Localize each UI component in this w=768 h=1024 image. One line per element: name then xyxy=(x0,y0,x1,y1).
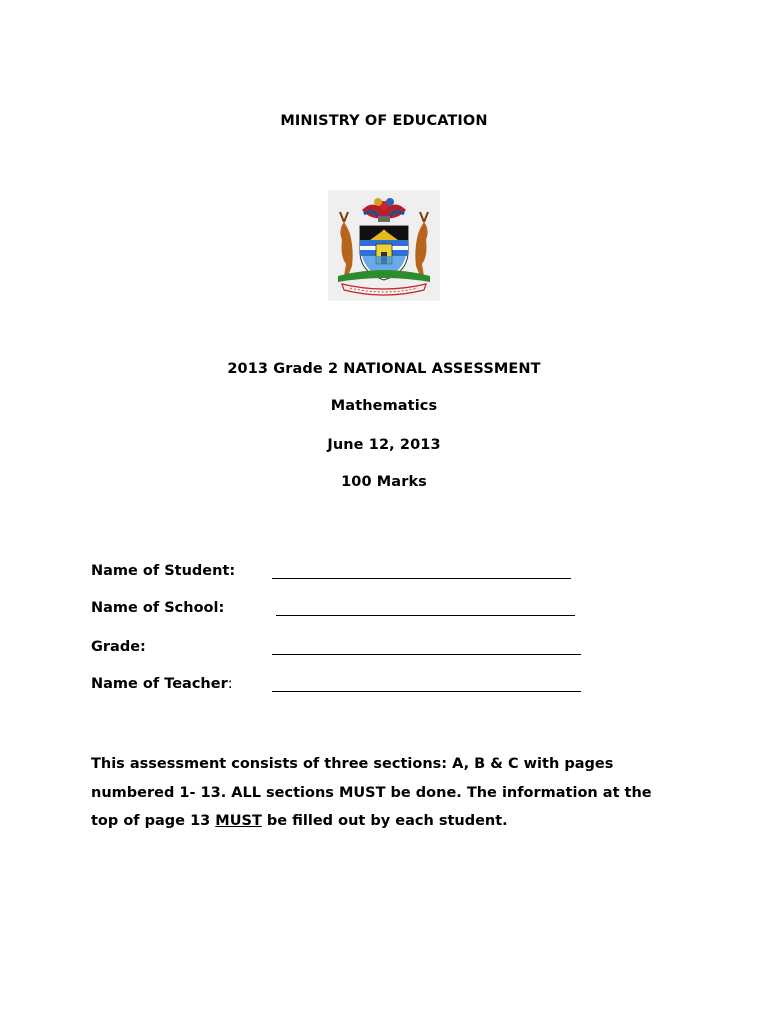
assessment-date: June 12, 2013 xyxy=(327,437,441,453)
teacher-label-colon: : xyxy=(227,676,233,692)
teacher-name-label-wrap xyxy=(91,676,233,692)
coat-of-arms-icon xyxy=(328,190,440,301)
instructions-line-2: numbered 1- 13. ALL sections MUST be done. The information at the xyxy=(91,784,652,801)
school-name-blank[interactable] xyxy=(276,615,575,616)
instructions-line-3-start: top of page 13 xyxy=(91,813,216,829)
instructions-paragraph xyxy=(91,750,691,836)
grade-label: Grade: xyxy=(91,639,146,655)
student-name-label: Name of Student: xyxy=(91,563,236,579)
instructions-line-1: This assessment consists of three sections: A, B & C with pages xyxy=(91,756,614,772)
instructions-must-emphasis: MUST xyxy=(215,813,262,829)
student-name-blank[interactable] xyxy=(272,578,571,579)
teacher-name-label: Name of Teacher xyxy=(91,676,228,692)
total-marks: 100 Marks xyxy=(341,474,427,490)
instructions-line-3-end: be filled out by each student. xyxy=(261,813,508,829)
teacher-name-blank[interactable] xyxy=(272,691,581,692)
instructions-line-3 xyxy=(91,807,691,836)
grade-blank[interactable] xyxy=(272,654,581,655)
school-name-label: Name of School: xyxy=(91,600,225,616)
subject-heading: Mathematics xyxy=(330,398,438,414)
ministry-heading: MINISTRY OF EDUCATION xyxy=(280,113,488,129)
assessment-title: 2013 Grade 2 NATIONAL ASSESSMENT xyxy=(227,361,541,377)
